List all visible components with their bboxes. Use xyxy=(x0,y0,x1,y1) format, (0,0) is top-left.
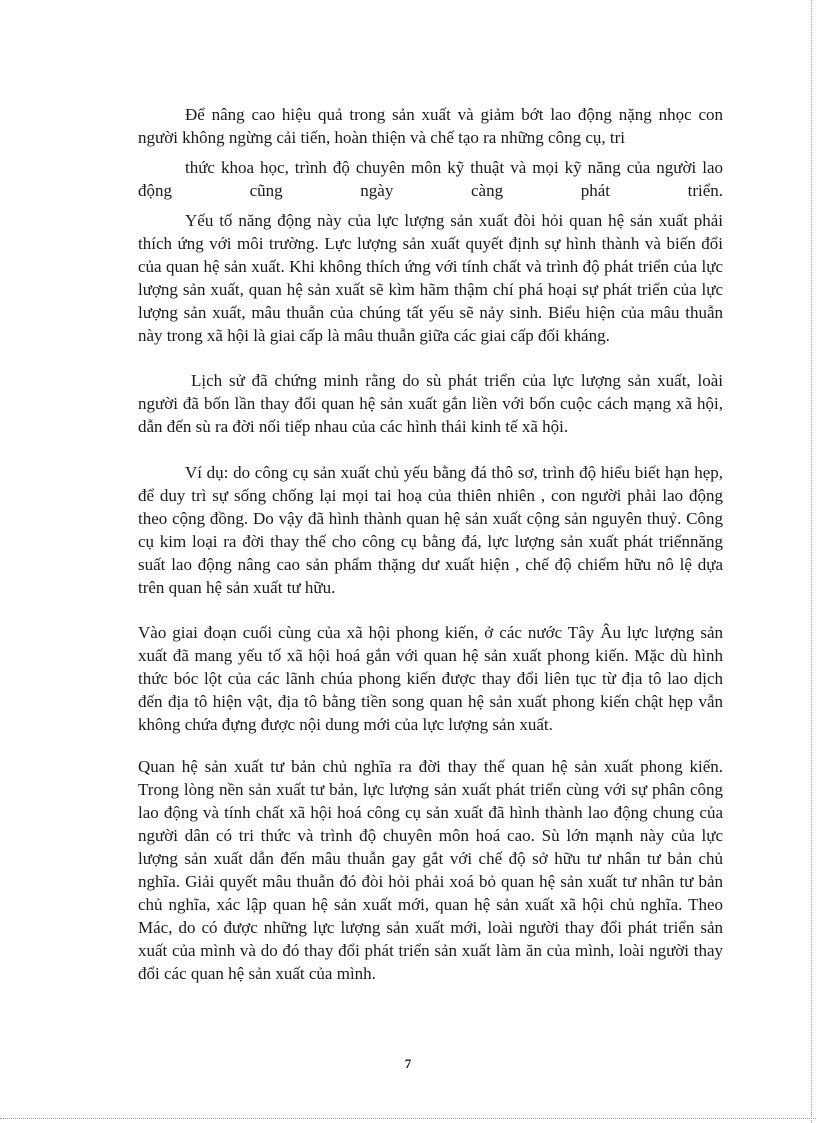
body-paragraph xyxy=(138,369,723,438)
body-paragraph xyxy=(138,621,723,736)
page-number: 7 xyxy=(404,1056,412,1071)
paragraph-2: thức khoa học, trình độ chuyên môn kỹ thuật và mọi kỹ năng của người lao động cũng ngày càng phát triển. xyxy=(138,158,723,200)
paragraph-5: Ví dụ: do công cụ sản xuất chủ yếu bằng đá thô sơ, trình độ hiểu biết hạn hẹp, để duy trì sự sống chống lại mọi tai hoạ của thiên nhiên , con người phải lao động theo cộng đồng. Do vậy đã hình thành quan hệ sản xuất cộng sản nguyên thuỷ. Công cụ kim loại ra đời thay thế cho công cụ bằng đá, lực lượng sản xuất phát triểnnăng suất lao động nâng cao sản phẩm thặng dư xuất hiện , chế độ chiếm hữu nô lệ dựa trên quan hệ sản xuất tư hữu. xyxy=(138,463,723,597)
page-border-right xyxy=(811,0,812,1123)
page-border-bottom xyxy=(0,1118,816,1119)
body-paragraph xyxy=(138,209,723,347)
body-paragraph xyxy=(138,103,723,149)
body-paragraph xyxy=(138,461,723,599)
paragraph-3: Yếu tố năng động này của lực lượng sản xuất đòi hỏi quan hệ sản xuất phải thích ứng với môi trường. Lực lượng sản xuất quyết định sự hình thành và biến đổi của quan hệ sản xuất. Khi không thích ứng với tính chất và trình độ phát triển của lực lượng sản xuất, quan hệ sản xuất sẽ kìm hãm thậm chí phá hoại sự phát triển của lực lượng sản xuất, mâu thuẫn của chúng tất yếu sẽ nảy sinh. Biểu hiện của mâu thuẫn này trong xã hội là giai cấp là mâu thuẫn giữa các giai cấp đối kháng. xyxy=(138,211,723,345)
body-paragraph xyxy=(138,755,723,985)
body-paragraph xyxy=(138,156,723,202)
paragraph-1: Để nâng cao hiệu quả trong sản xuất và giảm bớt lao động nặng nhọc con người không ngừng cải tiến, hoàn thiện và chế tạo ra những công cụ, tri xyxy=(138,105,723,147)
paragraph-4: Lịch sử đã chứng minh rằng do sù phát triển của lực lượng sản xuất, loài người đã bốn lần thay đổi quan hệ sản xuất gắn liền với bốn cuộc cách mạng xã hội, dẫn đến sù ra đời nối tiếp nhau của các hình thái kinh tế xã hội. xyxy=(138,371,723,436)
paragraph-6: Vào giai đoạn cuối cùng của xã hội phong kiến, ở các nước Tây Âu lực lượng sản xuất đã mang yếu tố xã hội hoá gắn với quan hệ sản xuất phong kiến. Mặc dù hình thức bóc lột của các lãnh chúa phong kiến được thay đổi liên tục từ địa tô lao dịch đến địa tô hiện vật, địa tô bằng tiền song quan hệ sản xuất phong kiến chật hẹp vẫn không chứa đựng được nội dung mới của lực lượng sản xuất. xyxy=(138,623,723,734)
paragraph-7: Quan hệ sản xuất tư bản chủ nghĩa ra đời thay thế quan hệ sản xuất phong kiến. Trong lòng nền sản xuất tư bản, lực lượng sản xuất phát triển cùng với sự phân công lao động và tính chất xã hội hoá công cụ sản xuất đã hình thành lao động chung của người dân có tri thức và trình độ chuyên môn hoá cao. Sù lớn mạnh này của lực lượng sản xuất dẫn đến mâu thuẫn gay gắt với chế độ sở hữu tư nhân tư bản chủ nghĩa. Giải quyết mâu thuẫn đó đòi hỏi phải xoá bỏ quan hệ sản xuất tư nhân tư bản chủ nghĩa, xác lập quan hệ sản xuất mới, quan hệ sản xuất xã hội chủ nghĩa. Theo Mác, do có được những lực lượng sản xuất mới, loài người thay đổi phát triển sản xuất của mình và do đó thay đổi phát triển sản xuất làm ăn của mình, loài người thay đổi các quan hệ sản xuất của mình. xyxy=(138,757,723,983)
